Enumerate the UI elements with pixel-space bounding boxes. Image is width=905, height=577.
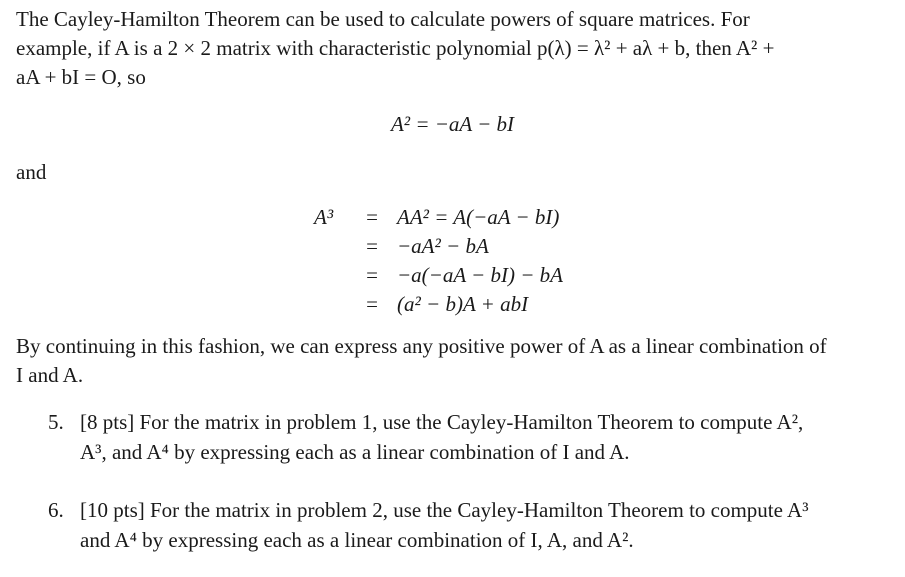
- equation-row: [0, 203, 905, 232]
- equation-rhs: −aA² − bA: [397, 234, 489, 258]
- and-text: and: [16, 160, 47, 184]
- equation-relation: =: [366, 205, 378, 229]
- intro-line-1: The Cayley-Hamilton Theorem can be used to calculate powers of square matrices. For: [16, 7, 750, 31]
- problem-line-2: and A⁴ by expressing each as a linear combination of I, A, and A².: [80, 528, 634, 552]
- equation-row: [0, 290, 905, 319]
- continuation-line-1: By continuing in this fashion, we can express any positive power of A as a linear combination of: [16, 334, 827, 358]
- problem-line-2: A³, and A⁴ by expressing each as a linear combination of I and A.: [80, 440, 630, 464]
- continuation-paragraph: [16, 332, 886, 390]
- continuation-line-2: I and A.: [16, 363, 84, 387]
- problem-line-1: [10 pts] For the matrix in problem 2, use the Cayley-Hamilton Theorem to compute A³: [80, 498, 809, 522]
- equation-rhs: −a(−aA − bI) − bA: [397, 263, 563, 287]
- intro-paragraph: [16, 5, 886, 92]
- equation-row: [0, 261, 905, 290]
- intro-line-2: example, if A is a 2 × 2 matrix with characteristic polynomial p(λ) = λ² + aλ + b, then A² +: [16, 36, 775, 60]
- equation-rhs: AA² = A(−aA − bI): [397, 205, 560, 229]
- equation-rhs: (a² − b)A + abI: [397, 292, 529, 316]
- problem-number: 5.: [48, 410, 64, 434]
- equation-relation: =: [366, 263, 378, 287]
- equation-row: [0, 232, 905, 261]
- equation-relation: =: [366, 234, 378, 258]
- problem-text: [80, 407, 880, 467]
- problem-text: [80, 495, 880, 555]
- problem-number: 6.: [48, 498, 64, 522]
- equation-relation: =: [366, 292, 378, 316]
- equation-lhs: A³: [314, 205, 334, 229]
- intro-line-3: aA + bI = O, so: [16, 65, 146, 89]
- equation-a-squared: A² = −aA − bI: [390, 112, 515, 136]
- problem-line-1: [8 pts] For the matrix in problem 1, use the Cayley-Hamilton Theorem to compute A²,: [80, 410, 804, 434]
